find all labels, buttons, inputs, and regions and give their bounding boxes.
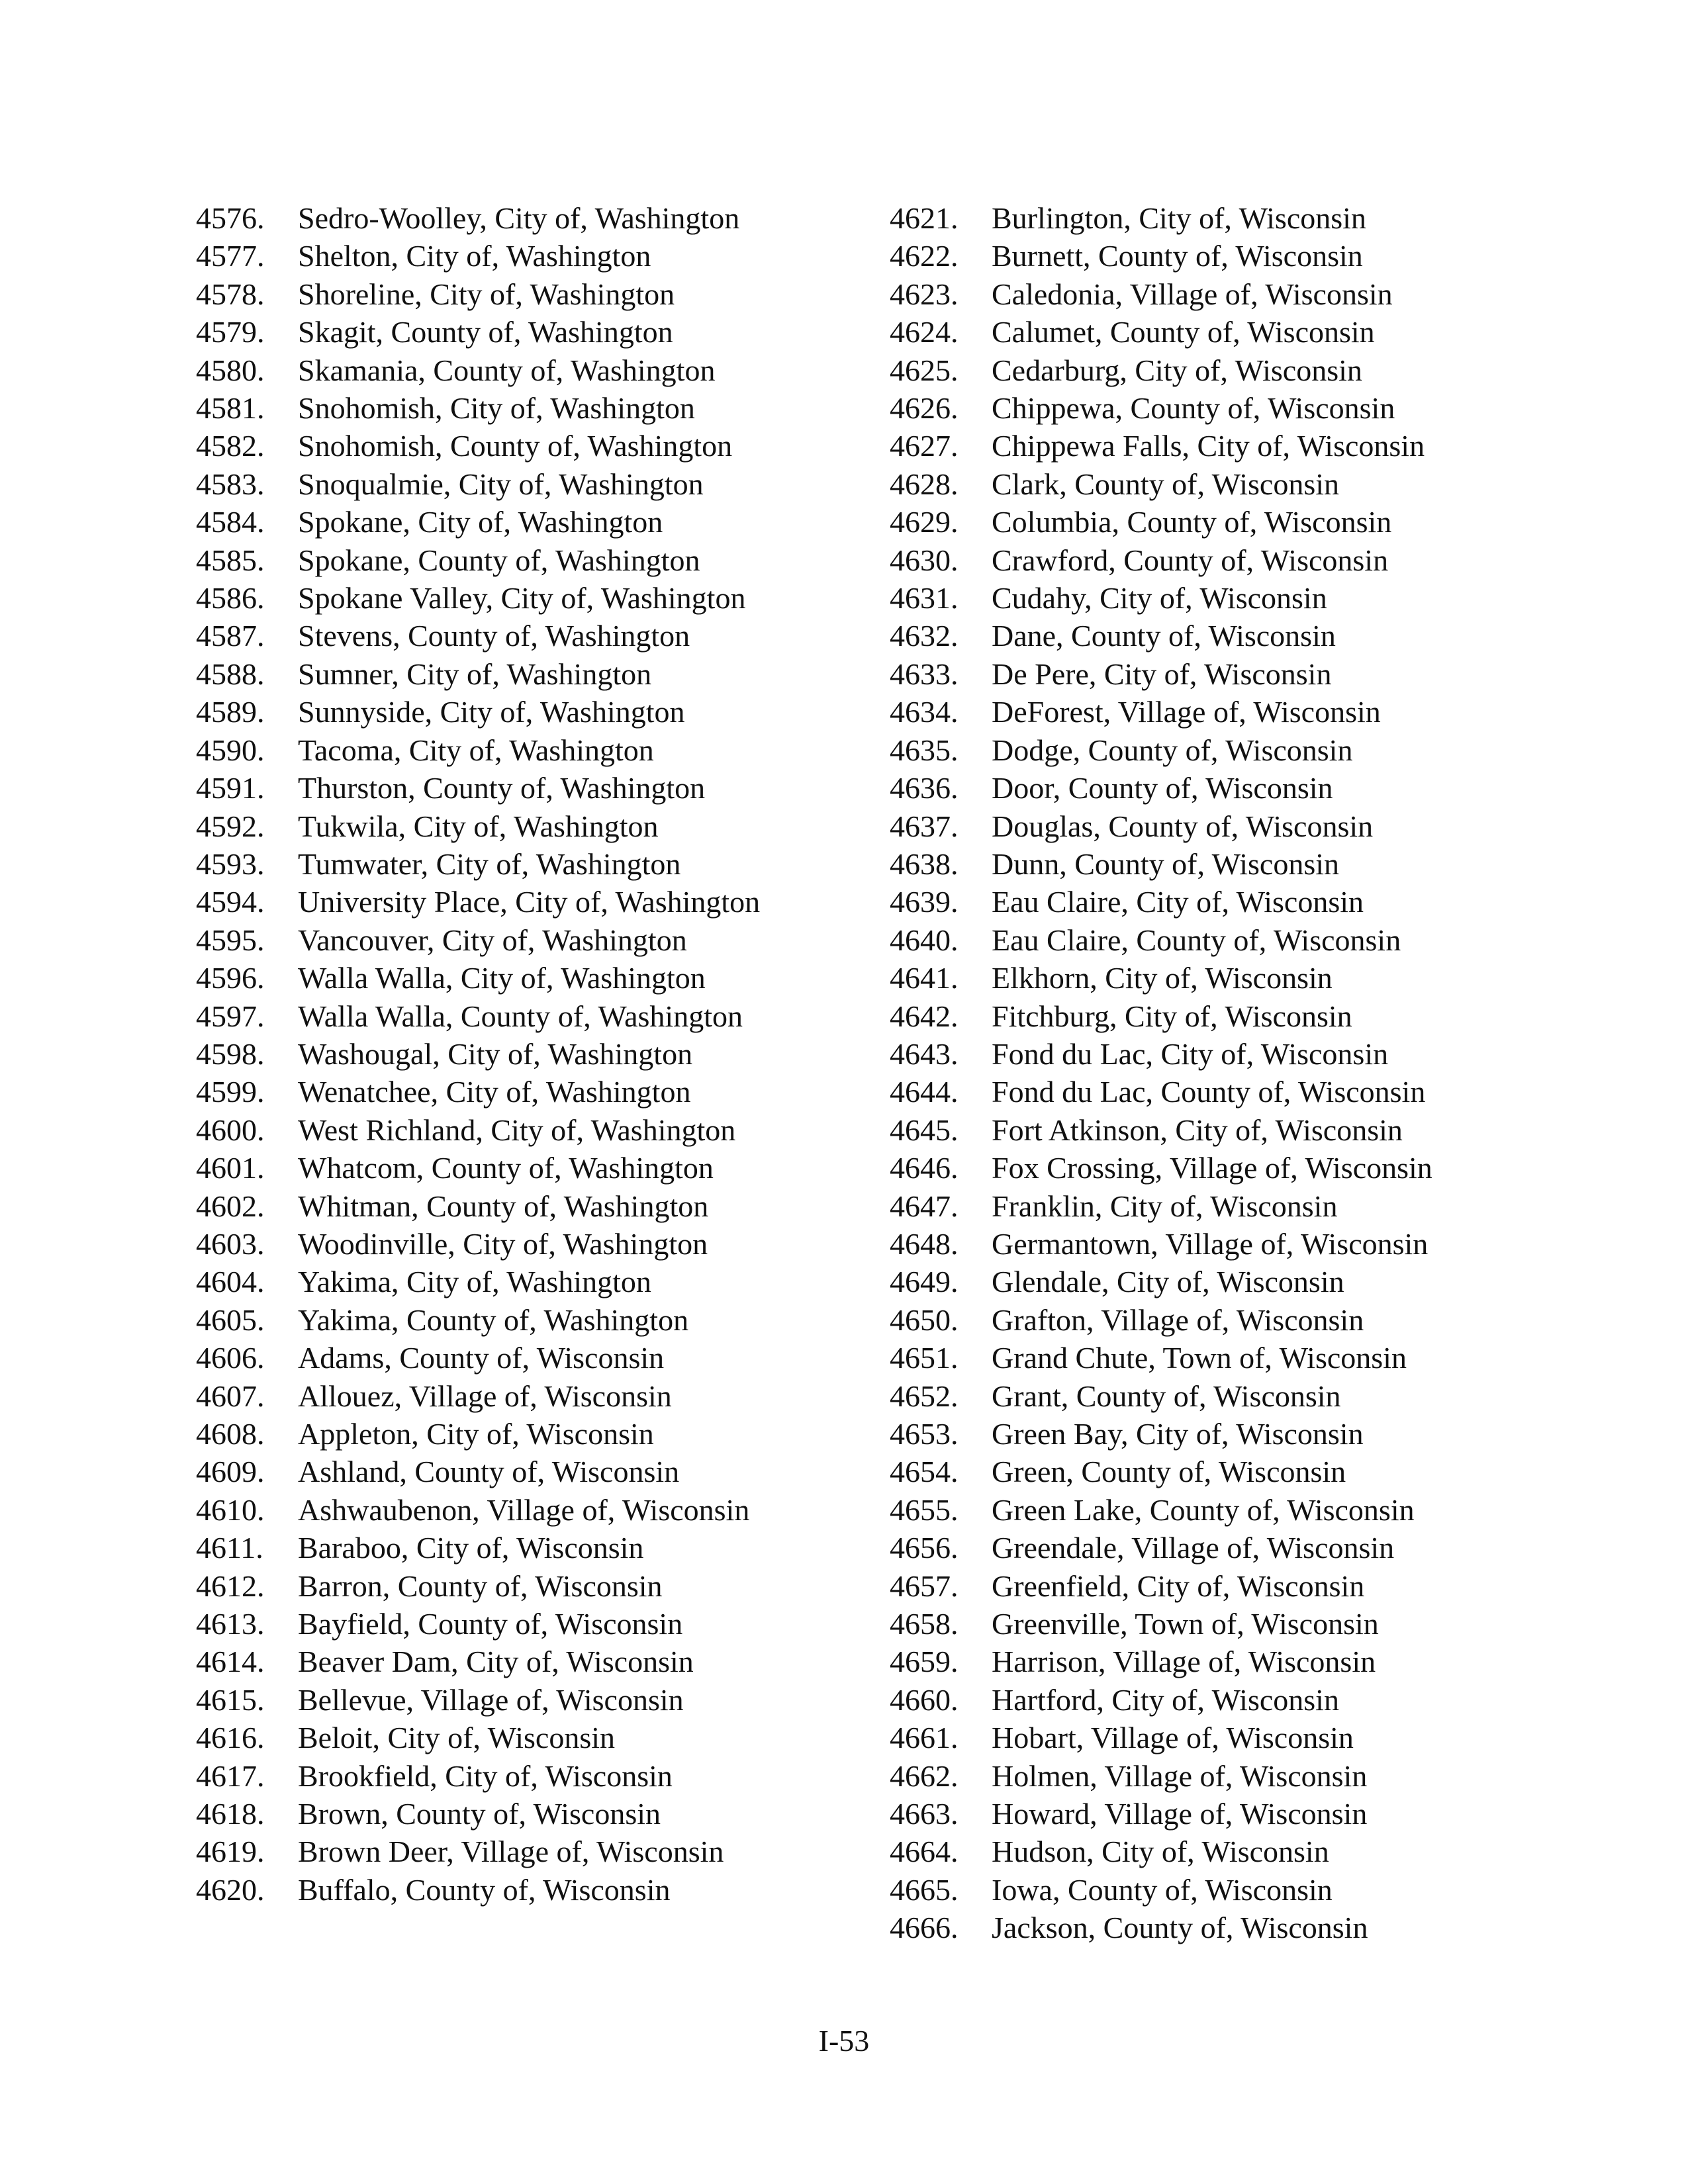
entry-name: Walla Walla, County of, Washington	[298, 999, 743, 1033]
list-item	[890, 1301, 1485, 1339]
list-item	[196, 959, 858, 997]
entry-name: Hobart, Village of, Wisconsin	[992, 1721, 1354, 1755]
list-item	[196, 1035, 858, 1073]
entry-name: Brown, County of, Wisconsin	[298, 1797, 661, 1831]
entry-name: Grant, County of, Wisconsin	[992, 1379, 1341, 1413]
entry-number: 4580.	[196, 353, 265, 387]
entry-name: Franklin, City of, Wisconsin	[992, 1189, 1338, 1223]
entry-number: 4651.	[890, 1341, 959, 1375]
entry-number: 4577.	[196, 239, 265, 273]
list-item	[196, 199, 858, 237]
entry-number: 4644.	[890, 1075, 959, 1109]
entry-number: 4603.	[196, 1226, 265, 1261]
entry-name: De Pere, City of, Wisconsin	[992, 657, 1332, 691]
entry-name: Stevens, County of, Washington	[298, 619, 690, 653]
entry-number: 4653.	[890, 1417, 959, 1451]
entry-name: Brookfield, City of, Wisconsin	[298, 1758, 673, 1793]
entry-number: 4636.	[890, 771, 959, 805]
entry-name: Baraboo, City of, Wisconsin	[298, 1531, 644, 1565]
list-item	[196, 427, 858, 465]
entry-number: 4659.	[890, 1645, 959, 1679]
entry-name: Barron, County of, Wisconsin	[298, 1569, 663, 1603]
entry-name: Iowa, County of, Wisconsin	[992, 1872, 1333, 1907]
entry-name: Yakima, City of, Washington	[298, 1265, 651, 1299]
entry-number: 4611.	[196, 1531, 263, 1565]
list-item	[890, 237, 1485, 275]
entry-name: Fox Crossing, Village of, Wisconsin	[992, 1151, 1432, 1185]
entry-name: Walla Walla, City of, Washington	[298, 961, 706, 995]
entry-number: 4646.	[890, 1151, 959, 1185]
entry-number: 4585.	[196, 543, 265, 577]
entry-name: Whatcom, County of, Washington	[298, 1151, 714, 1185]
list-item	[196, 1377, 858, 1415]
entry-number: 4599.	[196, 1075, 265, 1109]
entry-name: Snoqualmie, City of, Washington	[298, 467, 704, 501]
list-item	[196, 541, 858, 579]
list-item	[196, 1301, 858, 1339]
entry-number: 4596.	[196, 961, 265, 995]
list-item	[890, 1757, 1485, 1795]
list-item	[196, 1073, 858, 1111]
entry-number: 4621.	[890, 201, 959, 235]
entry-number: 4618.	[196, 1797, 265, 1831]
entry-number: 4586.	[196, 581, 265, 615]
entry-number: 4623.	[890, 277, 959, 311]
entry-name: Jackson, County of, Wisconsin	[992, 1911, 1368, 1945]
entry-name: Dunn, County of, Wisconsin	[992, 846, 1340, 881]
list-item	[890, 313, 1485, 351]
entry-name: Douglas, County of, Wisconsin	[992, 809, 1374, 843]
list-item	[196, 579, 858, 617]
entry-number: 4609.	[196, 1455, 265, 1489]
entry-number: 4657.	[890, 1569, 959, 1603]
entry-name: Grand Chute, Town of, Wisconsin	[992, 1341, 1407, 1375]
entry-number: 4664.	[890, 1835, 959, 1869]
entry-name: Green, County of, Wisconsin	[992, 1455, 1346, 1489]
entry-number: 4632.	[890, 619, 959, 653]
entry-name: Wenatchee, City of, Washington	[298, 1075, 691, 1109]
list-item	[196, 807, 858, 845]
list-item	[196, 1795, 858, 1833]
list-item	[196, 1567, 858, 1605]
list-item	[196, 1757, 858, 1795]
list-item	[890, 1871, 1485, 1909]
list-item	[890, 1187, 1485, 1225]
page-number: I-53	[818, 2024, 870, 2058]
entry-name: Skamania, County of, Washington	[298, 353, 716, 387]
entry-name: Vancouver, City of, Washington	[298, 923, 687, 957]
entry-name: Green Bay, City of, Wisconsin	[992, 1417, 1364, 1451]
entry-number: 4647.	[890, 1189, 959, 1223]
list-item	[890, 1035, 1485, 1073]
entry-number: 4588.	[196, 657, 265, 691]
entry-number: 4616.	[196, 1721, 265, 1755]
entry-number: 4593.	[196, 846, 265, 881]
list-item	[890, 1339, 1485, 1377]
entry-number: 4595.	[196, 923, 265, 957]
entry-number: 4656.	[890, 1531, 959, 1565]
entry-name: Hartford, City of, Wisconsin	[992, 1682, 1339, 1717]
list-item	[890, 1909, 1485, 1946]
entry-name: Whitman, County of, Washington	[298, 1189, 709, 1223]
entry-name: Caledonia, Village of, Wisconsin	[992, 277, 1393, 311]
list-item	[890, 921, 1485, 959]
entry-name: Tukwila, City of, Washington	[298, 809, 659, 843]
entry-name: Snohomish, County of, Washington	[298, 429, 733, 463]
list-item	[196, 1719, 858, 1756]
entry-name: Holmen, Village of, Wisconsin	[992, 1758, 1368, 1793]
entry-number: 4638.	[890, 846, 959, 881]
list-item	[890, 883, 1485, 921]
entry-number: 4640.	[890, 923, 959, 957]
list-item	[890, 1567, 1485, 1605]
entry-name: Spokane, City of, Washington	[298, 505, 663, 539]
list-item	[890, 1491, 1485, 1529]
entry-name: Spokane Valley, City of, Washington	[298, 581, 746, 615]
list-item	[890, 199, 1485, 237]
entry-number: 4576.	[196, 201, 265, 235]
entry-number: 4610.	[196, 1492, 265, 1527]
entry-name: Fond du Lac, City of, Wisconsin	[992, 1036, 1389, 1071]
list-item	[890, 1605, 1485, 1643]
entry-number: 4634.	[890, 695, 959, 729]
list-item	[890, 1833, 1485, 1870]
entry-name: Adams, County of, Wisconsin	[298, 1341, 665, 1375]
list-item	[196, 1339, 858, 1377]
list-item	[890, 731, 1485, 769]
list-item	[890, 541, 1485, 579]
list-item	[196, 997, 858, 1035]
list-item	[196, 237, 858, 275]
entry-number: 4652.	[890, 1379, 959, 1413]
entry-number: 4584.	[196, 505, 265, 539]
list-item	[890, 1795, 1485, 1833]
entry-name: Burlington, City of, Wisconsin	[992, 201, 1366, 235]
entry-name: Sunnyside, City of, Washington	[298, 695, 685, 729]
entry-name: Tacoma, City of, Washington	[298, 733, 654, 767]
entry-number: 4601.	[196, 1151, 265, 1185]
entry-number: 4631.	[890, 581, 959, 615]
entry-number: 4663.	[890, 1797, 959, 1831]
left-column-list	[196, 199, 858, 1909]
entry-name: Woodinville, City of, Washington	[298, 1226, 708, 1261]
entry-name: Appleton, City of, Wisconsin	[298, 1417, 654, 1451]
entry-number: 4635.	[890, 733, 959, 767]
entry-number: 4648.	[890, 1226, 959, 1261]
list-item	[196, 693, 858, 731]
entry-name: Calumet, County of, Wisconsin	[992, 315, 1375, 349]
list-item	[196, 1453, 858, 1490]
entry-name: Beaver Dam, City of, Wisconsin	[298, 1645, 694, 1679]
list-item	[196, 389, 858, 427]
list-item	[890, 389, 1485, 427]
entry-number: 4639.	[890, 885, 959, 919]
list-item	[890, 959, 1485, 997]
list-item	[890, 1529, 1485, 1567]
entry-number: 4625.	[890, 353, 959, 387]
entry-number: 4666.	[890, 1911, 959, 1945]
entry-number: 4660.	[890, 1682, 959, 1717]
entry-number: 4591.	[196, 771, 265, 805]
entry-name: Green Lake, County of, Wisconsin	[992, 1492, 1415, 1527]
list-item	[890, 275, 1485, 313]
list-item	[890, 579, 1485, 617]
entry-name: Fitchburg, City of, Wisconsin	[992, 999, 1352, 1033]
list-item	[890, 1073, 1485, 1111]
entry-name: Cedarburg, City of, Wisconsin	[992, 353, 1362, 387]
entry-name: Shoreline, City of, Washington	[298, 277, 675, 311]
entry-number: 4615.	[196, 1682, 265, 1717]
entry-name: Greenfield, City of, Wisconsin	[992, 1569, 1365, 1603]
entry-name: Harrison, Village of, Wisconsin	[992, 1645, 1376, 1679]
list-item	[196, 731, 858, 769]
entry-name: Door, County of, Wisconsin	[992, 771, 1333, 805]
list-item	[196, 1263, 858, 1300]
list-item	[196, 1871, 858, 1909]
entry-number: 4604.	[196, 1265, 265, 1299]
entry-name: Chippewa Falls, City of, Wisconsin	[992, 429, 1425, 463]
list-item	[890, 693, 1485, 731]
list-item	[890, 655, 1485, 693]
list-item	[890, 1225, 1485, 1263]
entry-number: 4628.	[890, 467, 959, 501]
list-item	[196, 1833, 858, 1870]
entry-number: 4579.	[196, 315, 265, 349]
list-item	[890, 1111, 1485, 1149]
list-item	[890, 769, 1485, 807]
list-item	[196, 465, 858, 503]
list-item	[196, 769, 858, 807]
entry-number: 4624.	[890, 315, 959, 349]
entry-number: 4590.	[196, 733, 265, 767]
list-item	[890, 807, 1485, 845]
list-item	[196, 655, 858, 693]
entry-number: 4605.	[196, 1302, 265, 1337]
list-item	[196, 313, 858, 351]
list-item	[890, 845, 1485, 883]
entry-number: 4582.	[196, 429, 265, 463]
entry-name: Tumwater, City of, Washington	[298, 846, 681, 881]
list-item	[890, 503, 1485, 541]
entry-number: 4626.	[890, 391, 959, 426]
entry-number: 4620.	[196, 1872, 265, 1907]
entry-number: 4641.	[890, 961, 959, 995]
entry-name: Hudson, City of, Wisconsin	[992, 1835, 1329, 1869]
entry-name: Howard, Village of, Wisconsin	[992, 1797, 1368, 1831]
entry-name: Chippewa, County of, Wisconsin	[992, 391, 1395, 426]
entry-name: Elkhorn, City of, Wisconsin	[992, 961, 1333, 995]
entry-number: 4642.	[890, 999, 959, 1033]
entry-name: Columbia, County of, Wisconsin	[992, 505, 1392, 539]
list-item	[196, 1529, 858, 1567]
right-column-list	[890, 199, 1485, 1947]
entry-name: Washougal, City of, Washington	[298, 1036, 693, 1071]
list-item	[890, 1643, 1485, 1680]
entry-number: 4650.	[890, 1302, 959, 1337]
entry-number: 4649.	[890, 1265, 959, 1299]
entry-number: 4645.	[890, 1113, 959, 1147]
entry-number: 4602.	[196, 1189, 265, 1223]
list-item	[196, 1491, 858, 1529]
list-item	[890, 617, 1485, 655]
list-item	[890, 465, 1485, 503]
entry-name: Shelton, City of, Washington	[298, 239, 651, 273]
entry-name: Germantown, Village of, Wisconsin	[992, 1226, 1429, 1261]
entry-number: 4627.	[890, 429, 959, 463]
entry-number: 4608.	[196, 1417, 265, 1451]
entry-number: 4597.	[196, 999, 265, 1033]
entry-number: 4622.	[890, 239, 959, 273]
list-item	[890, 1453, 1485, 1490]
entry-number: 4617.	[196, 1758, 265, 1793]
entry-number: 4643.	[890, 1036, 959, 1071]
list-item	[196, 1225, 858, 1263]
entry-name: Clark, County of, Wisconsin	[992, 467, 1340, 501]
entry-name: Brown Deer, Village of, Wisconsin	[298, 1835, 724, 1869]
entry-number: 4619.	[196, 1835, 265, 1869]
entry-number: 4606.	[196, 1341, 265, 1375]
list-item	[196, 1643, 858, 1680]
entry-name: Greendale, Village of, Wisconsin	[992, 1531, 1395, 1565]
entry-number: 4658.	[890, 1607, 959, 1641]
entry-number: 4665.	[890, 1872, 959, 1907]
list-item	[196, 845, 858, 883]
entry-name: Burnett, County of, Wisconsin	[992, 239, 1363, 273]
entry-number: 4613.	[196, 1607, 265, 1641]
list-item	[890, 997, 1485, 1035]
entry-number: 4612.	[196, 1569, 265, 1603]
list-item	[890, 1719, 1485, 1756]
list-item	[890, 1149, 1485, 1187]
entry-name: Dane, County of, Wisconsin	[992, 619, 1336, 653]
entry-number: 4594.	[196, 885, 265, 919]
list-item	[196, 1111, 858, 1149]
entry-number: 4600.	[196, 1113, 265, 1147]
entry-number: 4581.	[196, 391, 265, 426]
entry-name: Bellevue, Village of, Wisconsin	[298, 1682, 684, 1717]
entry-number: 4633.	[890, 657, 959, 691]
entry-number: 4661.	[890, 1721, 959, 1755]
entry-name: Buffalo, County of, Wisconsin	[298, 1872, 671, 1907]
entry-number: 4587.	[196, 619, 265, 653]
entry-name: University Place, City of, Washington	[298, 885, 761, 919]
list-item	[890, 1415, 1485, 1453]
entry-number: 4589.	[196, 695, 265, 729]
entry-name: Fort Atkinson, City of, Wisconsin	[992, 1113, 1403, 1147]
list-item	[196, 275, 858, 313]
entry-number: 4607.	[196, 1379, 265, 1413]
entry-name: Eau Claire, County of, Wisconsin	[992, 923, 1401, 957]
entry-name: DeForest, Village of, Wisconsin	[992, 695, 1381, 729]
entry-name: Spokane, County of, Washington	[298, 543, 700, 577]
entry-name: Yakima, County of, Washington	[298, 1302, 689, 1337]
list-item	[196, 351, 858, 389]
entry-name: Cudahy, City of, Wisconsin	[992, 581, 1327, 615]
entry-name: Thurston, County of, Washington	[298, 771, 706, 805]
entry-name: Dodge, County of, Wisconsin	[992, 733, 1353, 767]
entry-name: Ashwaubenon, Village of, Wisconsin	[298, 1492, 750, 1527]
entry-number: 4592.	[196, 809, 265, 843]
entry-name: Beloit, City of, Wisconsin	[298, 1721, 616, 1755]
entry-name: Sedro-Woolley, City of, Washington	[298, 201, 740, 235]
entry-name: Greenville, Town of, Wisconsin	[992, 1607, 1379, 1641]
entry-name: Skagit, County of, Washington	[298, 315, 673, 349]
entry-name: Allouez, Village of, Wisconsin	[298, 1379, 672, 1413]
list-item	[196, 921, 858, 959]
entry-name: Grafton, Village of, Wisconsin	[992, 1302, 1364, 1337]
entry-number: 4614.	[196, 1645, 265, 1679]
entry-number: 4578.	[196, 277, 265, 311]
entry-number: 4598.	[196, 1036, 265, 1071]
entry-number: 4637.	[890, 809, 959, 843]
entry-number: 4583.	[196, 467, 265, 501]
entry-name: Sumner, City of, Washington	[298, 657, 652, 691]
entry-name: Snohomish, City of, Washington	[298, 391, 695, 426]
entry-name: Bayfield, County of, Wisconsin	[298, 1607, 683, 1641]
list-item	[890, 351, 1485, 389]
list-item	[890, 427, 1485, 465]
list-item	[196, 1415, 858, 1453]
entry-number: 4662.	[890, 1758, 959, 1793]
entry-name: Glendale, City of, Wisconsin	[992, 1265, 1344, 1299]
list-item	[196, 1605, 858, 1643]
entry-number: 4629.	[890, 505, 959, 539]
list-item	[196, 617, 858, 655]
list-item	[890, 1263, 1485, 1300]
entry-name: Ashland, County of, Wisconsin	[298, 1455, 680, 1489]
list-item	[196, 1187, 858, 1225]
list-item	[890, 1377, 1485, 1415]
entry-number: 4655.	[890, 1492, 959, 1527]
list-item	[890, 1681, 1485, 1719]
list-item	[196, 883, 858, 921]
list-item	[196, 1149, 858, 1187]
entry-name: Crawford, County of, Wisconsin	[992, 543, 1389, 577]
list-item	[196, 1681, 858, 1719]
entry-number: 4630.	[890, 543, 959, 577]
entry-name: Eau Claire, City of, Wisconsin	[992, 885, 1364, 919]
entry-name: Fond du Lac, County of, Wisconsin	[992, 1075, 1426, 1109]
entry-name: West Richland, City of, Washington	[298, 1113, 736, 1147]
entry-number: 4654.	[890, 1455, 959, 1489]
list-item	[196, 503, 858, 541]
